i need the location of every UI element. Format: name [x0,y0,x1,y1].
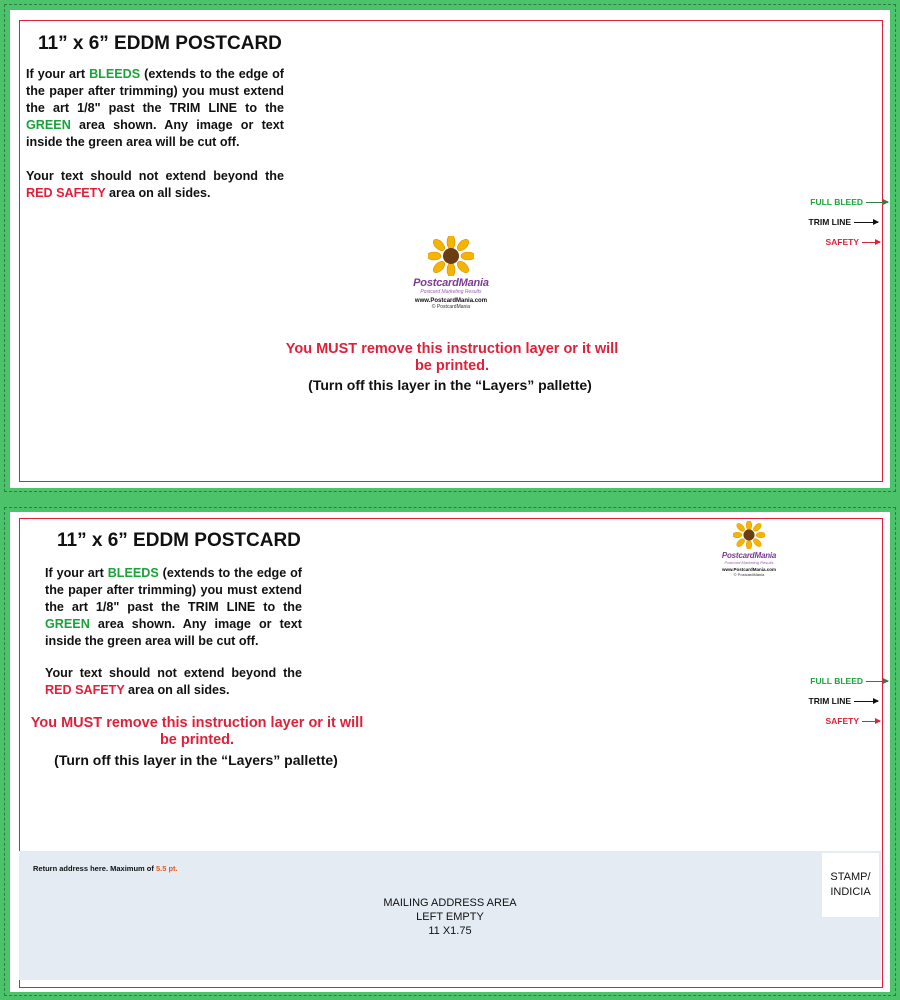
turn-off-layer-note: (Turn off this layer in the “Layers” pallette) [308,377,592,393]
logo-brand: PostcardMania [413,277,489,289]
arrow-right-icon [854,701,878,702]
arrow-right-icon [862,242,880,243]
safety-instructions: Your text should not extend beyond the RED SAFETY area on all sides. [45,666,302,697]
green-keyword: GREEN [45,617,90,631]
stamp-indicia-box: STAMP/ INDICIA [822,853,879,917]
safety-instructions: Your text should not extend beyond the RED SAFETY area on all sides. [26,169,284,200]
logo-tagline: Postcard Marketing Results [724,560,774,565]
logo-copyright: © PostcardMania [431,304,471,310]
postcardmania-logo [710,521,788,577]
legend-full-bleed: FULL BLEED [810,676,888,686]
bleed-instructions: If your art BLEEDS (extends to the edge of the paper after trimming) you must extend the art 1/8" past the TRIM LINE to the GREEN area shown. Any image or text inside the green area will be cut off. [26,67,284,149]
bleed-legend [778,197,888,257]
green-keyword: GREEN [26,118,71,132]
logo-website: www.PostcardMania.com [721,567,777,572]
postcard-back-panel [0,504,900,1000]
mailing-address-label: MAILING ADDRESS AREA LEFT EMPTY 11 X1.75 [383,897,517,937]
logo-copyright: © PostcardMania [733,572,765,577]
page-title: 11” x 6” EDDM POSTCARD [57,530,301,551]
bleeds-keyword: BLEEDS [107,566,159,580]
legend-safety: SAFETY [825,716,880,726]
sunflower-icon [428,236,474,276]
arrow-right-icon [866,202,888,203]
remove-layer-warning: You MUST remove this instruction layer or it will be printed. [285,341,619,374]
red-safety-keyword: RED SAFETY [45,683,125,697]
legend-trim-line: TRIM LINE [809,217,879,227]
turn-off-layer-note: (Turn off this layer in the “Layers” pallette) [54,752,338,768]
bleed-legend [778,676,888,736]
mailing-address-area [19,851,881,980]
logo-website: www.PostcardMania.com [414,298,488,304]
logo-tagline: Postcard Marketing Results [420,289,482,295]
arrow-right-icon [854,222,878,223]
arrow-right-icon [862,721,880,722]
legend-full-bleed: FULL BLEED [810,197,888,207]
bleed-instructions: If your art BLEEDS (extends to the edge of the paper after trimming) you must extend the art 1/8" past the TRIM LINE to the GREEN area shown. Any image or text inside the green area will be cut off. [45,566,302,648]
postcardmania-logo [396,236,506,310]
logo-brand: PostcardMania [721,551,777,560]
legend-safety: SAFETY [825,237,880,247]
remove-layer-warning: You MUST remove this instruction layer or it will be printed. [30,715,364,748]
return-address-note: Return address here. Maximum of 5.5 pt. [33,864,178,873]
sunflower-icon [733,521,765,549]
arrow-right-icon [866,681,888,682]
postcard-front-panel [0,0,900,496]
legend-trim-line: TRIM LINE [809,696,879,706]
bleeds-keyword: BLEEDS [89,67,141,81]
page-title: 11” x 6” EDDM POSTCARD [38,33,282,54]
red-safety-keyword: RED SAFETY [26,186,106,200]
